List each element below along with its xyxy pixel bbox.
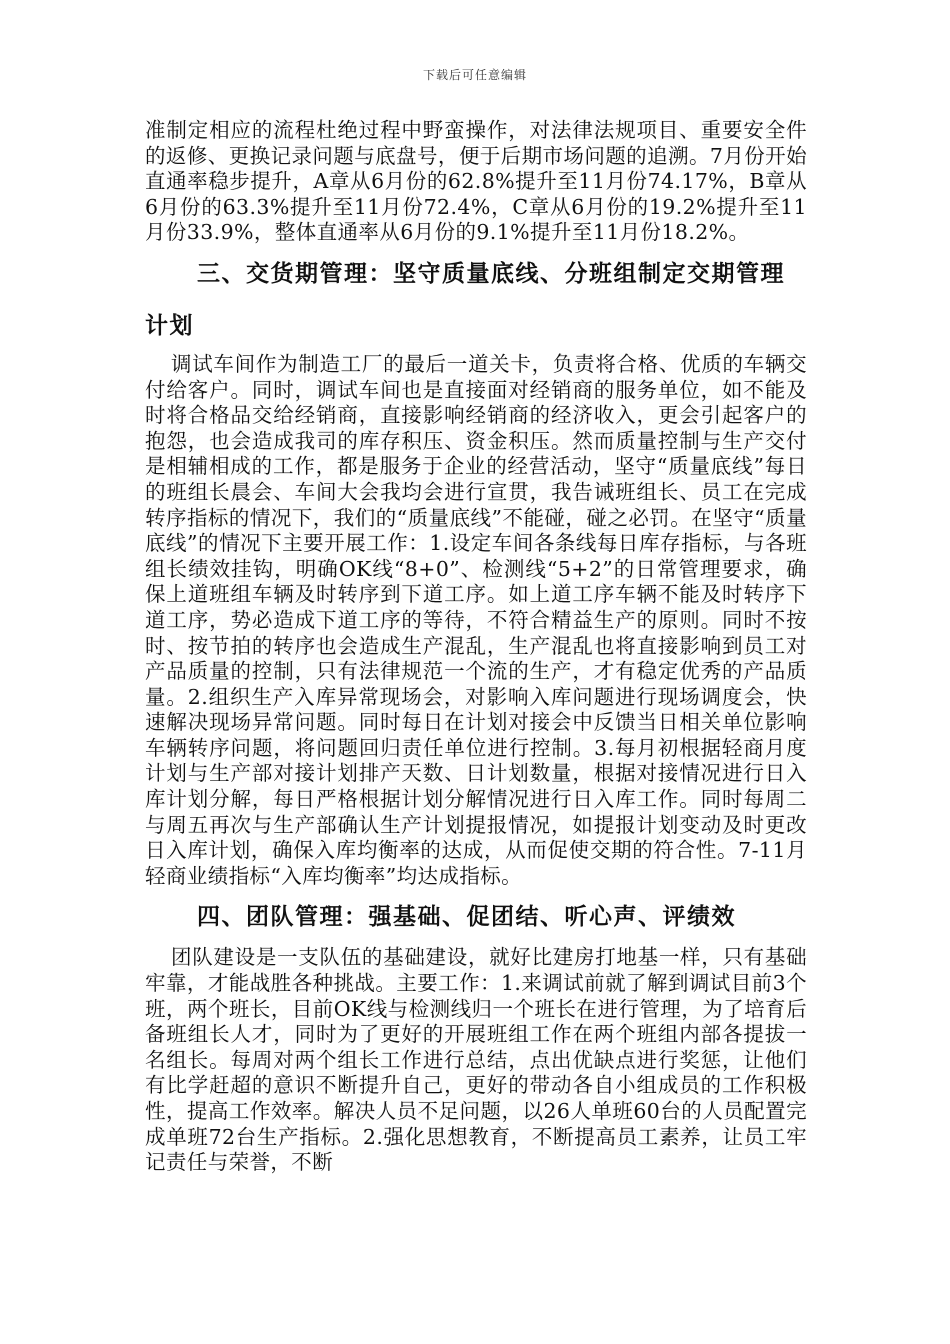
page-header: 下载后可任意编辑 [422,68,527,82]
section-heading-delivery: 三、交货期管理：坚守质量底线、分班组制定交期管理计划 [145,259,785,339]
paragraph-direct-pass-rate: 准制定相应的流程杜绝过程中野蛮操作，对法律法规项目、重要安全件的返修、更换记录问题与底盘号，便于后期市场问题的追溯。7月份开始直通率稳步提升，A章从6月份的62.8%提升至11月份74.17%，B章从6月份的63.3%提升至11月份72.4%，C章从6月份的19.2%提升至11月份33.9%，整体直通率从6月份的9.1%提升至11月份18.2%。 [145,118,807,245]
section-heading-team: 四、团队管理：强基础、促团结、听心声、评绩效 [197,903,736,931]
document-body [145,118,807,1176]
paragraph-delivery-management: 调试车间作为制造工厂的最后一道关卡，负责将合格、优质的车辆交付给客户。同时，调试车间也是直接面对经销商的服务单位，如不能及时将合格品交给经销商，直接影响经销商的经济收入，更会引起客户的抱怨，也会造成我司的库存积压、资金积压。然而质量控制与生产交付是相辅相成的工作，都是服务于企业的经营活动，坚守“质量底线”每日的班组长晨会、车间大会我均会进行宣贯，我告诫班组长、员工在完成转序指标的情况下，我们的“质量底线”不能碰，碰之必罚。在坚守“质量底线”的情况下主要开展工作：1.设定车间各条线每日库存指标，与各班组长绩效挂钩，明确OK线“8+0”、检测线“5+2”的日常管理要求，确保上道班组车辆及时转序到下道工序。如上道工序车辆不能及时转序下道工序，势必造成下道工序的等待，不符合精益生产的原则。同时不按时、按节拍的转序也会造成生产混乱，生产混乱也将直接影响到员工对产品质量的控制，只有法律规范一个流的生产，才有稳定优秀的产品质量。2.组织生产入库异常现场会，对影响入库问题进行现场调度会，快速解决现场异常问题。同时每日在计划对接会中反馈当日相关单位影响车辆转序问题，将问题回归责任单位进行控制。3.每月初根据轻商月度计划与生产部对接计划排产天数、日计划数量，根据对接情况进行日入库计划分解，每日严格根据计划分解情况进行日入库工作。同时每周二与周五再次与生产部确认生产计划提报情况，如提报计划变动及时更改日入库计划，确保入库均衡率的达成，从而促使交期的符合性。7-11月轻商业绩指标“入库均衡率”均达成指标。 [145,351,807,888]
paragraph-team-management: 团队建设是一支队伍的基础建设，就好比建房打地基一样，只有基础牢靠，才能战胜各种挑战。主要工作：1.来调试前就了解到调试目前3个班，两个班长，目前OK线与检测线归一个班长在进行管理，为了培育后备班组长人才，同时为了更好的开展班组工作在两个班组内部各提拔一名组长。每周对两个组长工作进行总结，点出优缺点进行奖惩，让他们有比学赶超的意识不断提升自己，更好的带动各自小组成员的工作积极性，提高工作效率。解决人员不足问题，以26人单班60台的人员配置完成单班72台生产指标。2.强化思想教育，不断提高员工素养，让员工牢记责任与荣誉，不断 [145,945,807,1175]
